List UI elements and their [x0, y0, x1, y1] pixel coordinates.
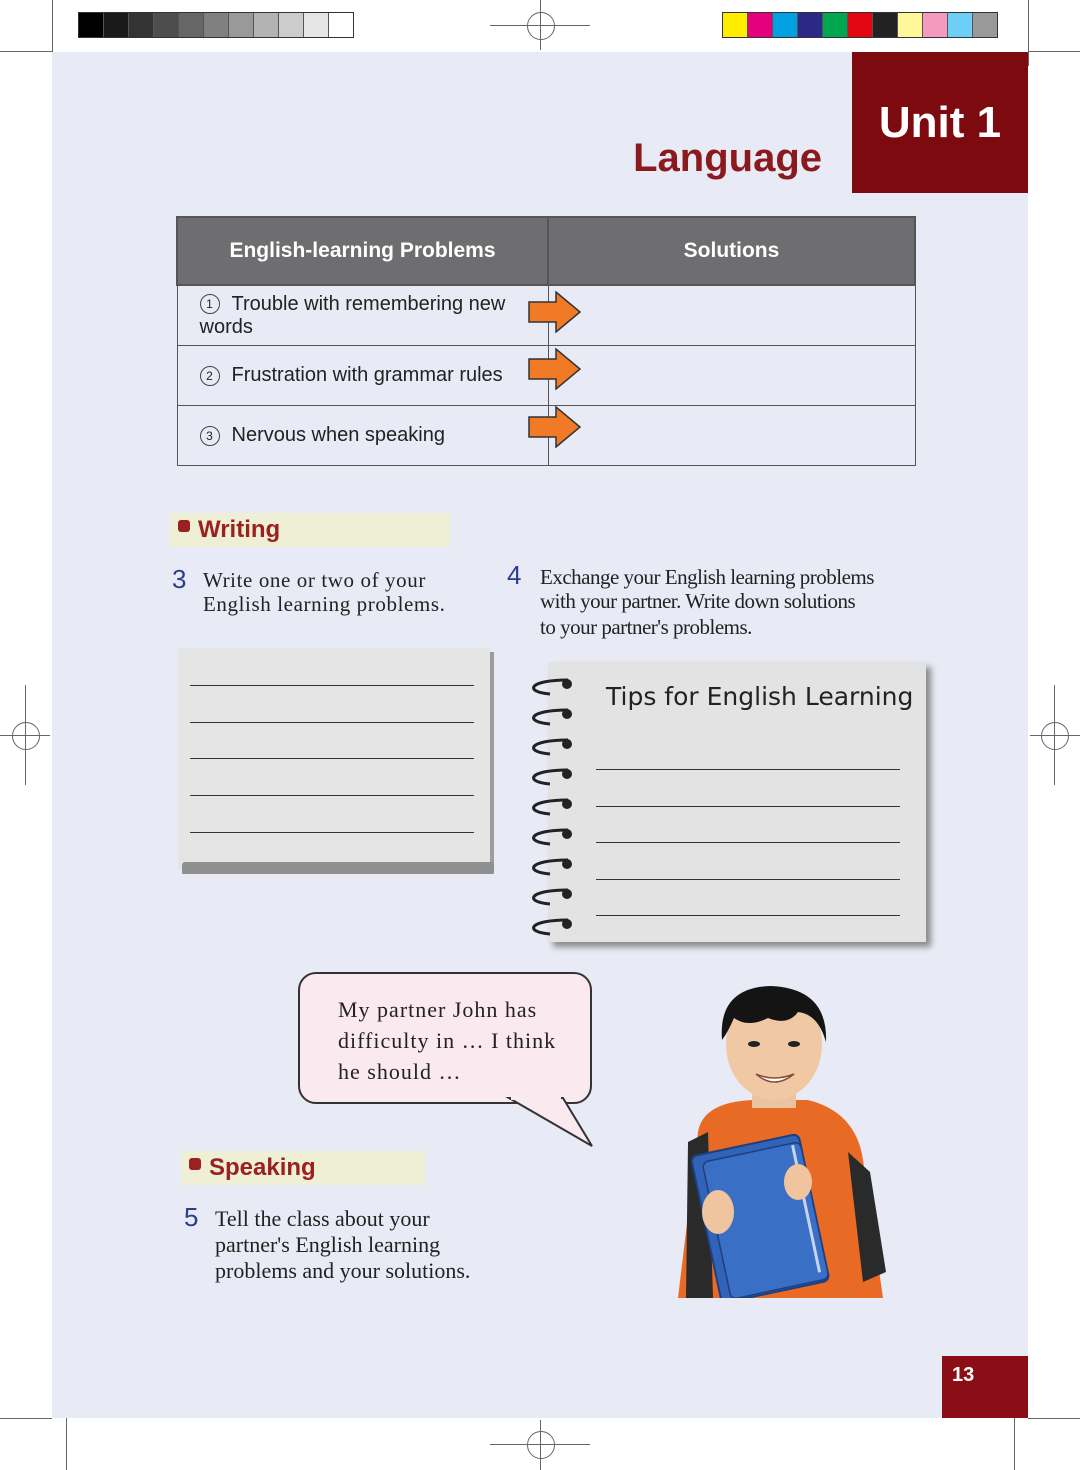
header-problems: English-learning Problems [177, 217, 548, 285]
problem-text: Nervous when speaking [231, 424, 445, 446]
spiral-binding-icon [520, 672, 578, 947]
registration-target-icon [527, 12, 555, 40]
grayscale-color-bar [78, 12, 354, 38]
play-icon [178, 520, 190, 532]
speaking-section-label [181, 1151, 425, 1185]
crop-mark [0, 51, 52, 52]
arrow-right-icon [528, 291, 582, 333]
task-5-number: 5 [184, 1202, 199, 1232]
task-4-line: with your partner. Write down solutions [540, 589, 856, 613]
solution-cell[interactable] [548, 406, 915, 466]
speaking-label: Speaking [209, 1154, 316, 1181]
cmyk-color-bar [722, 12, 998, 38]
task-3-number: 3 [172, 564, 187, 594]
problem-cell [177, 346, 548, 406]
problem-cell [177, 406, 548, 466]
speech-bubble-tail [505, 1096, 597, 1152]
crop-mark [1028, 51, 1080, 52]
notebook-line[interactable] [596, 842, 900, 843]
notebook-line[interactable] [596, 879, 900, 880]
task-3-line: English learning problems. [203, 592, 446, 616]
writing-line[interactable] [190, 832, 474, 833]
notebook-line[interactable] [596, 806, 900, 807]
speech-bubble [298, 972, 592, 1104]
registration-target-icon [527, 1431, 555, 1459]
solution-cell[interactable] [548, 285, 915, 346]
task-4-line: Exchange your English learning problems [540, 565, 874, 589]
notebook-line[interactable] [596, 769, 900, 770]
row-number-badge: 3 [200, 426, 220, 446]
row-number-badge: 2 [200, 366, 220, 386]
task-3-line: Write one or two of your [203, 568, 426, 592]
registration-target-icon [12, 722, 40, 750]
problem-cell [177, 285, 548, 346]
section-title: Language [633, 136, 822, 180]
writing-line[interactable] [190, 758, 474, 759]
task-4-instructions [540, 565, 874, 639]
problem-text: Trouble with remembering new words [199, 292, 506, 338]
writing-paper[interactable] [178, 648, 490, 870]
task-5-line: problems and your solutions. [215, 1258, 471, 1283]
unit-label: Unit 1 [878, 97, 1002, 147]
writing-line[interactable] [190, 722, 474, 723]
play-icon [189, 1158, 201, 1170]
task-5-line: Tell the class about your [215, 1206, 430, 1231]
crop-mark [1028, 1418, 1080, 1419]
notebook-title: Tips for English Learning [606, 682, 914, 711]
writing-section-label [170, 513, 450, 547]
problem-text: Frustration with grammar rules [231, 364, 503, 386]
row-number-badge: 1 [200, 294, 220, 314]
student-photo [658, 982, 898, 1298]
crop-mark [1028, 0, 1029, 66]
task-3-instructions [203, 568, 445, 616]
unit-badge [852, 52, 1028, 193]
writing-label: Writing [198, 516, 281, 543]
crop-mark [0, 1418, 52, 1419]
registration-target-icon [1041, 722, 1069, 750]
notebook-line[interactable] [596, 915, 900, 916]
speech-bubble-text: My partner John has difficulty in … I think he should … [338, 997, 557, 1084]
torn-paper-edge [182, 862, 494, 874]
arrow-right-icon [528, 348, 582, 390]
header-solutions: Solutions [548, 217, 915, 285]
writing-line[interactable] [190, 685, 474, 686]
arrow-right-icon [528, 406, 582, 448]
task-5-line: partner's English learning [215, 1232, 441, 1257]
solution-cell[interactable] [548, 346, 915, 406]
tips-notebook[interactable] [548, 662, 926, 942]
task-4-number: 4 [507, 560, 522, 590]
writing-line[interactable] [190, 795, 474, 796]
task-4-line: to your partner's problems. [540, 615, 752, 639]
task-5-instructions [215, 1206, 470, 1284]
page-number: 13 [942, 1356, 1028, 1418]
